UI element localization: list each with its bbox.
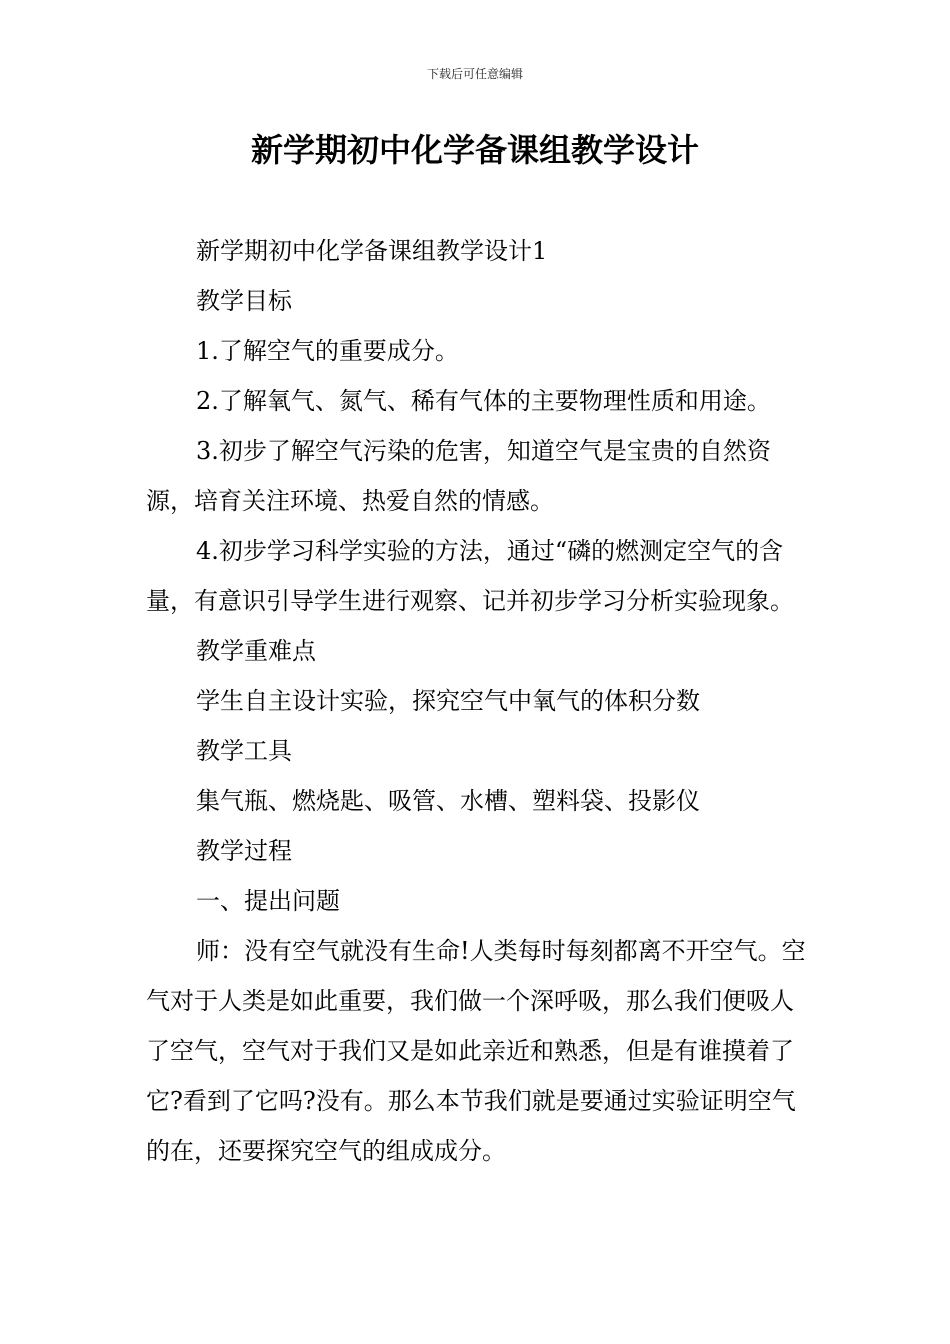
paragraph: 师：没有空气就没有生命!人类每时每刻都离不开空气。空气对于人类是如此重要，我们做一个深呼吸，那么我们便吸人了空气，空气对于我们又是如此亲近和熟悉，但是有谁摸着了它?看到了它吗?没有。那么本节我们就是要通过实验证明空气的在，还要探究空气的组成成分。 xyxy=(146,937,806,1165)
section-heading: 一、提出问题 xyxy=(196,887,340,915)
section-heading: 教学重难点 xyxy=(196,637,316,665)
paragraph: 集气瓶、燃烧匙、吸管、水槽、塑料袋、投影仪 xyxy=(196,787,700,815)
paragraph: 4.初步学习科学实验的方法，通过“磷的燃测定空气的含量，有意识引导学生进行观察、记并初步学习分析实验现象。 xyxy=(146,537,794,615)
paragraph: 2.了解氧气、氮气、稀有气体的主要物理性质和用途。 xyxy=(196,387,771,415)
section-heading: 教学目标 xyxy=(196,287,292,315)
paragraph: 学生自主设计实验，探究空气中氧气的体积分数 xyxy=(196,687,700,715)
document-body xyxy=(146,226,808,1176)
section-heading: 新学期初中化学备课组教学设计1 xyxy=(196,237,548,265)
page-header-note: 下载后可任意编辑 xyxy=(426,67,523,81)
paragraph: 3.初步了解空气污染的危害，知道空气是宝贵的自然资源，培育关注环境、热爱自然的情感。 xyxy=(146,437,771,515)
paragraph: 1.了解空气的重要成分。 xyxy=(196,337,459,365)
section-heading: 教学工具 xyxy=(196,737,292,765)
section-heading: 教学过程 xyxy=(196,837,292,865)
document-title: 新学期初中化学备课组教学设计 xyxy=(250,131,699,169)
